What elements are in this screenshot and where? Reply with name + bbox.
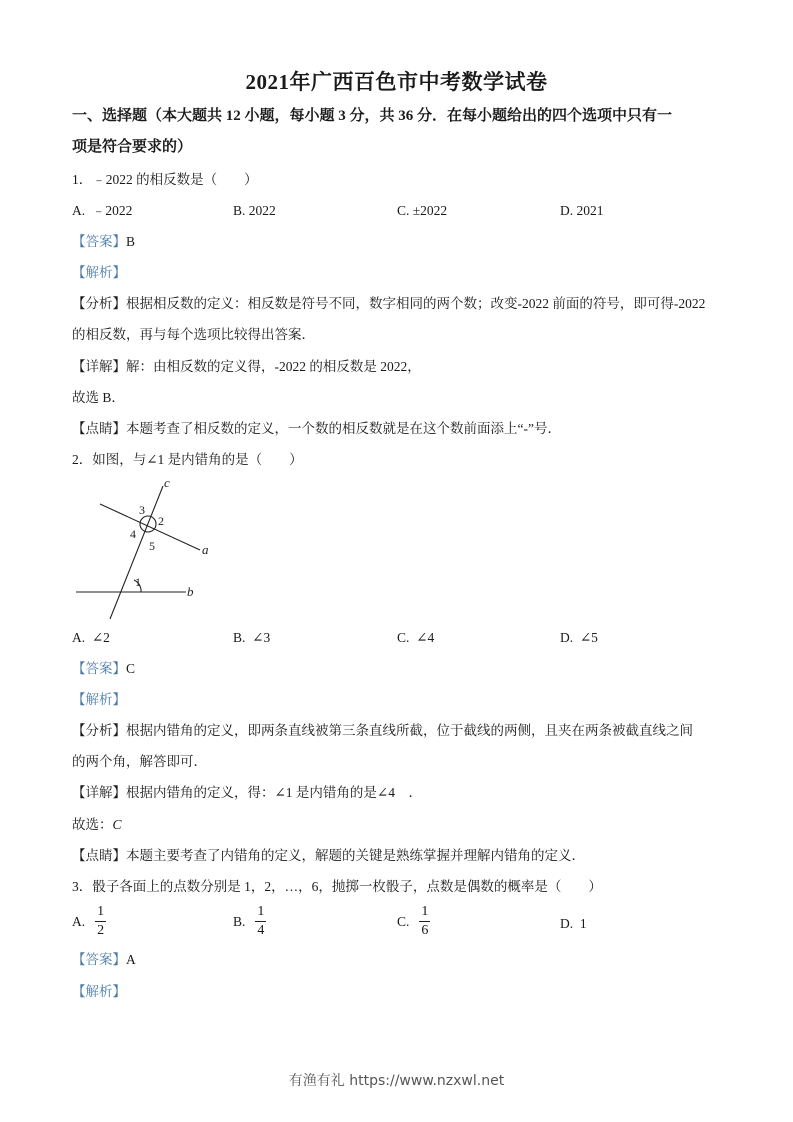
q2-comment: 【点睛】本题主要考查了内错角的定义，解题的关键是熟练掌握并理解内错角的定义． — [72, 848, 585, 863]
angle-label-1: 1 — [135, 575, 141, 589]
section-heading-line2: 项是符合要求的） — [72, 139, 193, 155]
q3-option-a: A. $\frac{1}{2}$ — [72, 904, 105, 938]
q3-option-b: B. $\frac{1}{4}$ — [233, 904, 265, 938]
q1-stem: 1．﹣2022 的相反数是（ ） — [72, 172, 258, 187]
line-c — [110, 486, 163, 619]
q1-option-b: B. 2022 — [233, 203, 276, 218]
q1-option-c: C. ±2022 — [397, 203, 448, 218]
answer-label: 【答案】 — [72, 952, 126, 967]
angle-label-4: 4 — [130, 527, 136, 541]
q2-conclusion: 故选：C — [72, 817, 122, 832]
q1-option-d: D. 2021 — [560, 203, 604, 218]
page-title: 2021年广西百色市中考数学试卷 — [245, 70, 548, 94]
fraction: $\frac{1}{4}$ — [257, 904, 265, 938]
q2-analysis-line2: 的两个角，解答即可． — [72, 754, 207, 769]
label-b: b — [187, 584, 194, 599]
angle-label-5: 5 — [149, 539, 155, 553]
angle-label-2: 2 — [158, 514, 164, 528]
q2-option-c: C. ∠4 — [397, 630, 435, 645]
q2-jiexi-label: 【解析】 — [72, 692, 126, 707]
q1-detail: 【详解】解：由相反数的定义得，-2022 的相反数是 2022， — [72, 359, 421, 374]
q3-option-c: C. $\frac{1}{6}$ — [397, 904, 429, 938]
q1-jiexi-label: 【解析】 — [72, 265, 126, 280]
fraction: $\frac{1}{6}$ — [421, 904, 429, 938]
angle-label-3: 3 — [139, 503, 145, 517]
q2-option-a: A. ∠2 — [72, 630, 110, 645]
q1-analysis-line1: 【分析】根据相反数的定义：相反数是符号不同，数字相同的两个数；改变-2022 前面的符号，即可得-2022 — [72, 296, 706, 311]
label-a: a — [202, 542, 209, 557]
answer-label: 【答案】 — [72, 234, 126, 249]
q1-option-a: A. ﹣2022 — [72, 203, 133, 218]
q2-option-b: B. ∠3 — [233, 630, 271, 645]
q2-option-d: D. ∠5 — [560, 630, 598, 645]
fraction: $\frac{1}{2}$ — [97, 904, 105, 938]
section-heading-line1: 一、选择题（本大题共 12 小题，每小题 3 分，共 36 分．在每小题给出的四个选项中只有一 — [72, 108, 673, 124]
footer-watermark: 有渔有礼 https://www.nzxwl.net — [288, 1073, 505, 1089]
q2-stem: 2．如图，与∠1 是内错角的是（ ） — [72, 452, 303, 467]
q1-conclusion: 故选 B． — [72, 390, 125, 405]
q1-answer: 【答案】B — [72, 234, 136, 249]
q2-answer: 【答案】C — [72, 661, 136, 676]
q3-answer: 【答案】A — [72, 952, 136, 967]
q3-option-d: D. 1 — [560, 916, 587, 931]
q3-stem: 3．骰子各面上的点数分别是 1，2，…，6，抛掷一枚骰子，点数是偶数的概率是（ ） — [72, 879, 602, 894]
label-c: c — [164, 475, 170, 490]
q1-analysis-line2: 的相反数，再与每个选项比较得出答案． — [72, 327, 315, 342]
q1-comment: 【点睛】本题考查了相反数的定义，一个数的相反数就是在这个数前面添上“-”号． — [72, 421, 561, 436]
q3-jiexi-label: 【解析】 — [72, 984, 126, 999]
q2-analysis-line1: 【分析】根据内错角的定义，即两条直线被第三条直线所截，位于截线的两侧，且夹在两条被截直线之间 — [72, 723, 693, 738]
answer-label: 【答案】 — [72, 661, 126, 676]
q2-detail: 【详解】根据内错角的定义，得：∠1 是内错角的是∠4 ． — [72, 785, 422, 800]
